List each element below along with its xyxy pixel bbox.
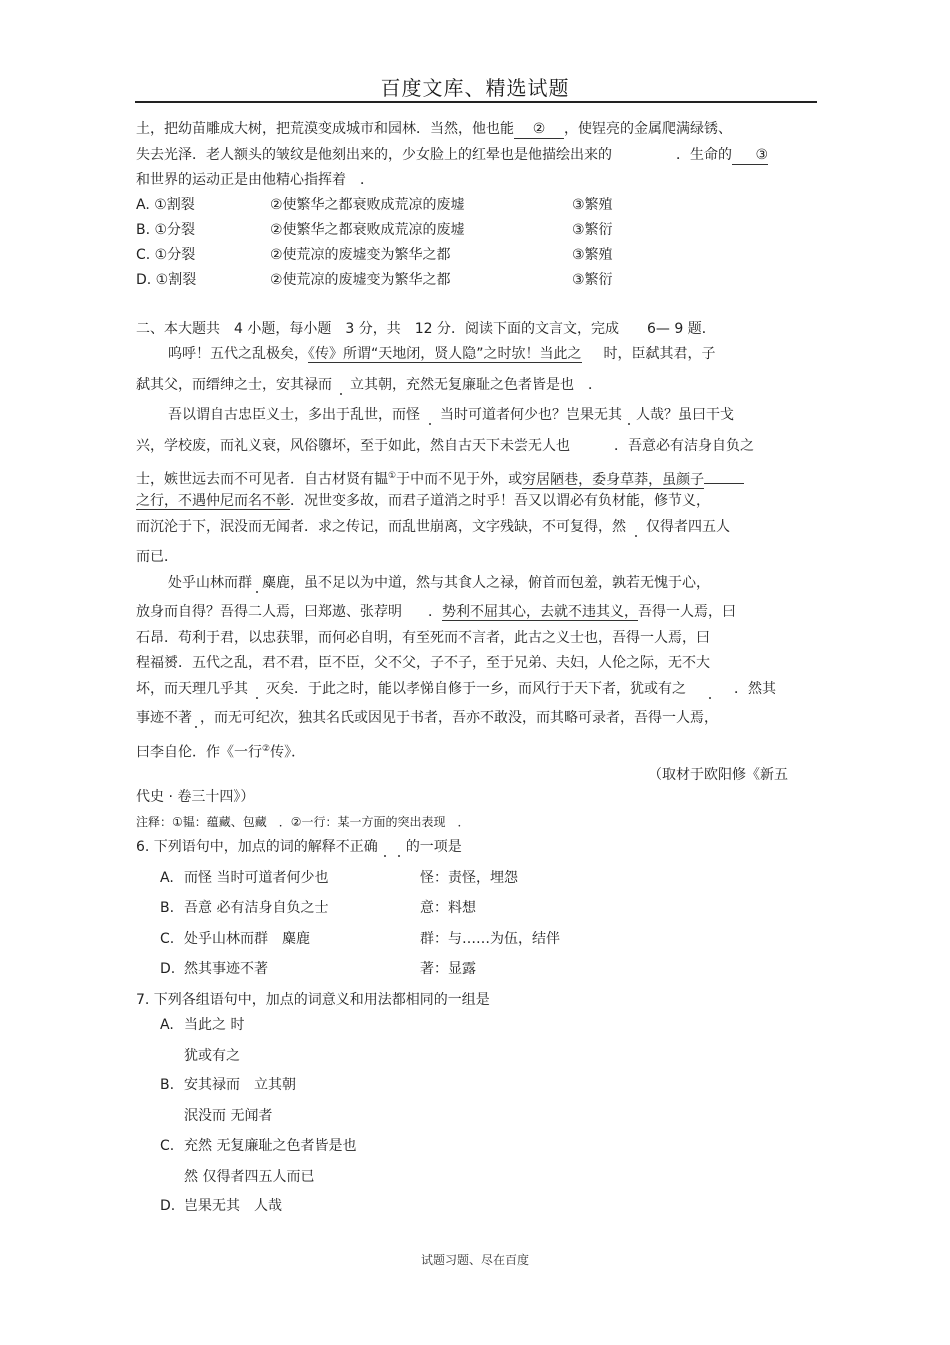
- q7-option-a-line2: 犹或有之: [184, 1048, 240, 1064]
- blank-3: ③: [732, 146, 768, 165]
- passage-text: 土，把幼苗雕成大树，把荒漠变成城市和园林．当然，他也能: [136, 121, 514, 137]
- passage-text: ，而无可纪次，独其名氏或因见于书者，吾亦不敢没，而其略可录者，吾得一人焉，: [200, 710, 718, 726]
- q7-option-d[interactable]: [160, 1197, 175, 1215]
- passage-text: ．然其: [734, 681, 776, 697]
- option-label: B. ①分裂: [136, 222, 196, 238]
- passage-line: [136, 740, 305, 762]
- passage-line: 和世界的运动正是由他精心指挥着 ．: [136, 172, 374, 188]
- q6-option-a-text: 而怪 当时可道者何少也: [184, 870, 329, 886]
- option-text: ②使荒凉的废墟变为繁华之都: [270, 272, 451, 288]
- passage-text: 无复廉耻之色者皆是也 ．: [434, 377, 602, 393]
- question-text: 6. 下列语句中，加点的词的解释不正确: [136, 839, 378, 855]
- option-text: ②使荒凉的废墟变为繁华之都: [270, 247, 451, 263]
- q6-option-c-text: 处乎山林而群 麋鹿: [184, 931, 310, 947]
- source-citation-cont: 代史 · 卷三十四》）: [136, 789, 255, 805]
- footnotes: 注释：①韫：蕴藏、包藏 ．②一行：某一方面的突出表现 ．: [136, 815, 470, 829]
- passage-text: 处乎山林而群: [168, 575, 252, 591]
- option-label: A.: [160, 1017, 174, 1033]
- underlined-text: 穷居陋巷，委身草莽，虽颜子: [522, 471, 705, 488]
- option-label: C.: [160, 931, 175, 947]
- passage-text: 吾得一人焉，曰: [638, 604, 736, 620]
- question-7-stem: 7. 下列各组语句中，加点的词意义和用法都相同的一组是: [136, 992, 490, 1008]
- q6-option-d-explanation: 著：显露: [420, 961, 476, 977]
- passage-text: ，使锃亮的金属爬满绿锈、: [564, 121, 732, 137]
- passage-line: [136, 467, 744, 489]
- passage-text: 时，臣弑其君，子: [603, 346, 716, 362]
- source-citation: （取材于欧阳修《新五: [648, 767, 788, 783]
- q5-option-c[interactable]: [136, 246, 756, 264]
- q7-option-b-line1: 安其禄而 立其朝: [184, 1077, 296, 1093]
- option-text: ③繁殖: [572, 197, 613, 213]
- passage-line: 而已．: [136, 549, 178, 565]
- passage-text: 吾以谓自古忠臣义士，多出于乱世，而怪: [168, 407, 420, 423]
- q5-option-b[interactable]: [136, 221, 756, 239]
- blank-2: ②: [514, 120, 564, 139]
- option-label: A. ①割裂: [136, 197, 195, 213]
- option-label: B.: [160, 1077, 175, 1093]
- option-label: D.: [160, 1198, 176, 1214]
- q5-option-d[interactable]: [136, 271, 756, 289]
- passage-line: [168, 406, 734, 424]
- option-label: C. ①分裂: [136, 247, 196, 263]
- option-text: ③繁衍: [572, 272, 613, 288]
- passage-line: [136, 146, 768, 165]
- passage-text: 必有洁身自负之: [656, 438, 754, 454]
- q7-option-c[interactable]: [160, 1137, 174, 1155]
- passage-line: [136, 709, 718, 727]
- footnote-marker: ①: [388, 471, 397, 481]
- q7-option-c-line2: 然 仅得者四五人而已: [184, 1169, 315, 1185]
- passage-text: 当时可道者何少也？岂果无其: [440, 407, 622, 423]
- passage-text: 弑其父，而缙绅之士，安其禄而: [136, 377, 332, 393]
- q6-option-d[interactable]: [160, 960, 175, 978]
- passage-text: ．: [428, 604, 442, 620]
- option-label: B.: [160, 900, 175, 916]
- q7-option-b-line2: 泯没而 无闻者: [184, 1108, 273, 1124]
- passage-text: 仅得者四五人: [646, 519, 730, 535]
- option-label: D. ①割裂: [136, 272, 197, 288]
- passage-line: 程福赟．五代之乱，君不君，臣不臣，父不父，子不子，至于兄弟、夫妇，人伦之际，无不大: [136, 655, 710, 671]
- option-label: A.: [160, 870, 174, 886]
- passage-line: [136, 492, 710, 510]
- section-intro: 二、本大题共 4 小题，每小题 3 分，共 12 分．阅读下面的文言文，完成 6— 9 题．: [136, 321, 716, 337]
- page-footer: 试题习题、尽在百度: [420, 1253, 529, 1267]
- q5-option-a[interactable]: [136, 196, 756, 214]
- passage-line: [168, 574, 710, 592]
- underlined-text: 之行，不遇仲尼而名不彰: [136, 493, 290, 509]
- passage-text: 兴，学校废，而礼义衰，风俗隳坏，至于如此，然自古天下未尝无人也: [136, 438, 570, 454]
- underlined-text: 《传》所谓“天地闭，贤人隐”之时欤！当此之: [308, 346, 582, 362]
- passage-text: ．生命的: [676, 147, 732, 163]
- q6-option-d-text: 然其事迹不著: [184, 961, 268, 977]
- header-divider: [135, 101, 817, 103]
- q6-option-c-explanation: 群：与……为伍，结伴: [420, 931, 560, 947]
- q7-option-b[interactable]: [160, 1076, 174, 1094]
- passage-line: [136, 437, 754, 455]
- passage-text: 呜呼！五代之乱极矣，: [168, 346, 308, 362]
- option-label: D.: [160, 961, 176, 977]
- passage-text: 失去光泽．老人额头的皱纹是他刻出来的，少女脸上的红晕也是他描绘出来的: [136, 147, 612, 163]
- option-text: ②使繁华之都衰败成荒凉的废墟: [270, 197, 465, 213]
- page-title: 百度文库、精选试题: [380, 76, 570, 100]
- passage-text: 而沉沦于下，泯没而: [136, 519, 262, 535]
- passage-text: ．吾意: [614, 438, 656, 454]
- passage-text: 曰李自伦．作《一行: [136, 744, 262, 761]
- passage-line: [136, 518, 730, 536]
- underlined-text: 势利不屈其心，去就不违其义，: [442, 604, 638, 620]
- passage-line: [136, 680, 776, 698]
- passage-text: 无闻者．求之传记，而乱世崩离，文字残缺，不可复得，然: [262, 519, 626, 535]
- option-label: C.: [160, 1138, 175, 1154]
- passage-text: 放身而自得？吾得二人焉，曰郑遨、张荐明: [136, 604, 402, 620]
- passage-text: ．况世变多故，而君子道消之时乎！吾又以谓必有负材能，修节义，: [290, 493, 710, 509]
- passage-text: 于中而不见于外，或: [396, 471, 523, 488]
- passage-text: 传》．: [270, 744, 306, 761]
- q7-option-c-line1: 充然 无复廉耻之色者皆是也: [184, 1138, 357, 1154]
- q6-option-a[interactable]: [160, 869, 174, 887]
- passage-text: 事迹不著: [136, 710, 192, 726]
- passage-text: 士，嫉世远去而不可见者: [136, 471, 290, 488]
- option-text: ②使繁华之都衰败成荒凉的废墟: [270, 222, 465, 238]
- passage-line: [136, 603, 736, 621]
- passage-line: [136, 376, 602, 394]
- q6-option-a-explanation: 怪：责怪，埋怨: [420, 870, 518, 886]
- q6-option-b[interactable]: [160, 899, 174, 917]
- option-text: ③繁殖: [572, 247, 613, 263]
- passage-text: ．自古材贤有韫: [290, 471, 388, 488]
- passage-text: 立其朝，充然: [350, 377, 434, 393]
- question-6-stem: [136, 838, 462, 856]
- footnote-marker: ②: [262, 744, 271, 754]
- passage-text: 坏，而天理几乎其: [136, 681, 248, 697]
- q7-option-a-line1: 当此之 时: [184, 1017, 245, 1033]
- passage-text: 麋鹿，虽不足以为中道，然与其食人之禄，俯首而包羞，孰若无愧于心，: [262, 575, 710, 591]
- passage-line: 石昂．苟利于君，以忠获罪，而何必自明，有至死而不言者，此古之义士也，吾得一人焉，曰: [136, 630, 710, 646]
- passage-line: [168, 345, 716, 363]
- q6-option-b-explanation: 意：料想: [420, 900, 476, 916]
- option-text: ③繁衍: [572, 222, 613, 238]
- passage-text: 人哉？虽曰干戈: [636, 407, 734, 423]
- question-text: 的一项是: [405, 839, 462, 855]
- passage-text: 灭矣．于此之时，能以孝悌自修于一乡，而风行于天下者，犹或有之: [266, 681, 686, 697]
- passage-line: [136, 120, 732, 139]
- q7-option-a[interactable]: [160, 1016, 174, 1034]
- q6-option-b-text: 吾意 必有洁身自负之士: [184, 900, 329, 916]
- q7-option-d-line1: 岂果无其 人哉: [184, 1198, 282, 1214]
- q6-option-c[interactable]: [160, 930, 174, 948]
